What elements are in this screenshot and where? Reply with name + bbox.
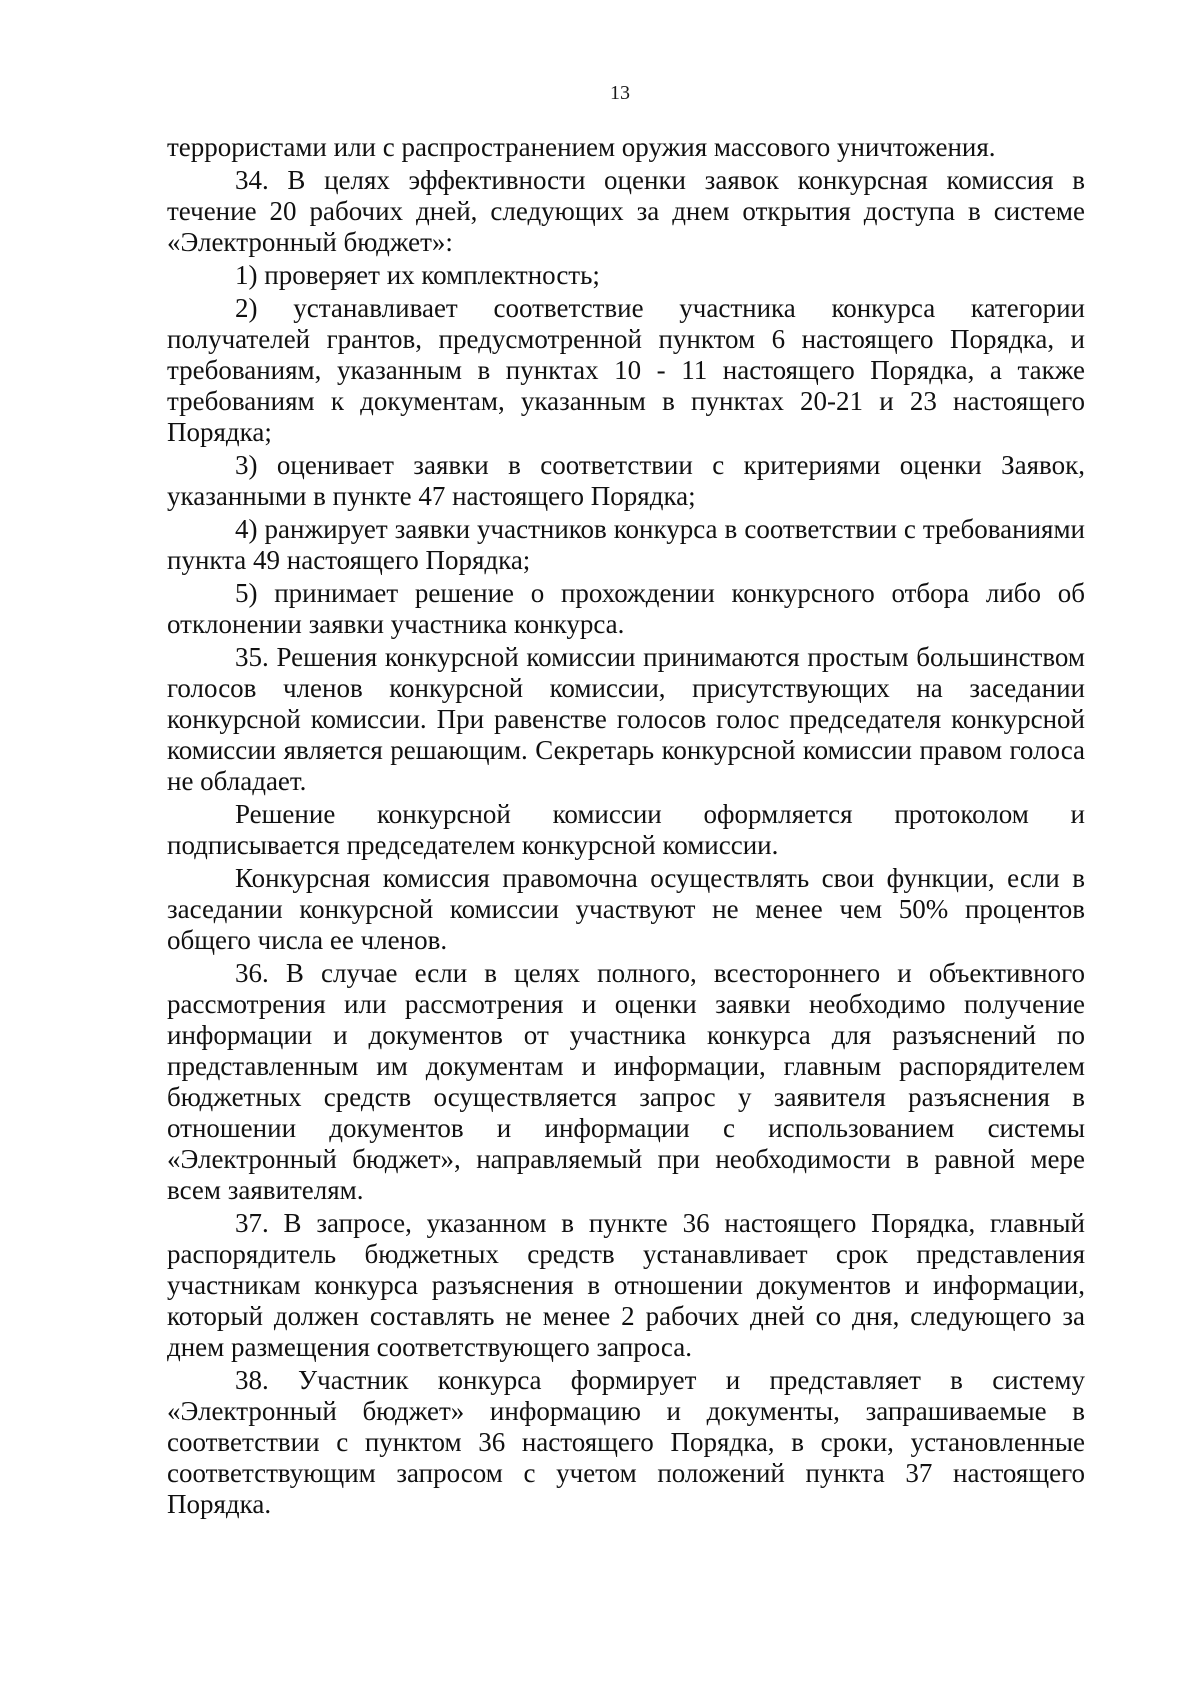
paragraph-item-36: 36. В случае если в целях полного, всестороннего и объективного рассмотрения или рассмотрения и оценки заявки необходимо получение информации и документов от участника конкурса для разъяснений по представленным им документам и информации, главным распорядителем бюджетных средств осуществляется запрос у заявителя разъяснения в отношении документов и информации с использованием системы «Электронный бюджет», направляемый при необходимости в равной мере всем заявителям. — [167, 958, 1085, 1205]
paragraph-item-38: 38. Участник конкурса формирует и представляет в систему «Электронный бюджет» информацию и документы, запрашиваемые в соответствии с пунктом 36 настоящего Порядка, в сроки, установленные соответствующим запросом с учетом положений пункта 37 настоящего Порядка. — [167, 1365, 1085, 1519]
list-item-3: 3) оценивает заявки в соответствии с критериями оценки Заявок, указанными в пункте 47 настоящего Порядка; — [167, 450, 1085, 511]
page-number: 13 — [610, 82, 630, 104]
list-item-2: 2) устанавливает соответствие участника конкурса категории получателей грантов, предусмотренной пунктом 6 настоящего Порядка, и требованиям, указанным в пунктах 10 - 11 настоящего Порядка, а также требованиям к документам, указанным в пунктах 20-21 и 23 настоящего Порядка; — [167, 293, 1085, 447]
paragraph-item-34: 34. В целях эффективности оценки заявок конкурсная комиссия в течение 20 рабочих дней, следующих за днем открытия доступа в системе «Электронный бюджет»: — [167, 165, 1085, 257]
paragraph-item-35: 35. Решения конкурсной комиссии принимаются простым большинством голосов членов конкурсной комиссии, присутствующих на заседании конкурсной комиссии. При равенстве голосов голос председателя конкурсной комиссии является решающим. Секретарь конкурсной комиссии правом голоса не обладает. — [167, 642, 1085, 796]
paragraph-continuation: террористами или с распространением оружия массового уничтожения. — [167, 132, 996, 162]
paragraph-decision: Решение конкурсной комиссии оформляется протоколом и подписывается председателем конкурсной комиссии. — [167, 799, 1085, 860]
list-item-1: 1) проверяет их комплектность; — [235, 260, 600, 290]
list-item-4: 4) ранжирует заявки участников конкурса в соответствии с требованиями пункта 49 настоящего Порядка; — [167, 514, 1085, 575]
paragraph-quorum: Конкурсная комиссия правомочна осуществлять свои функции, если в заседании конкурсной комиссии участвуют не менее чем 50% процентов общего числа ее членов. — [167, 863, 1085, 955]
document-body — [167, 132, 1085, 1522]
paragraph-item-37: 37. В запросе, указанном в пункте 36 настоящего Порядка, главный распорядитель бюджетных средств устанавливает срок представления участникам конкурса разъяснения в отношении документов и информации, который должен составлять не менее 2 рабочих дней со дня, следующего за днем размещения соответствующего запроса. — [167, 1208, 1085, 1362]
list-item-5: 5) принимает решение о прохождении конкурсного отбора либо об отклонении заявки участника конкурса. — [167, 578, 1085, 639]
